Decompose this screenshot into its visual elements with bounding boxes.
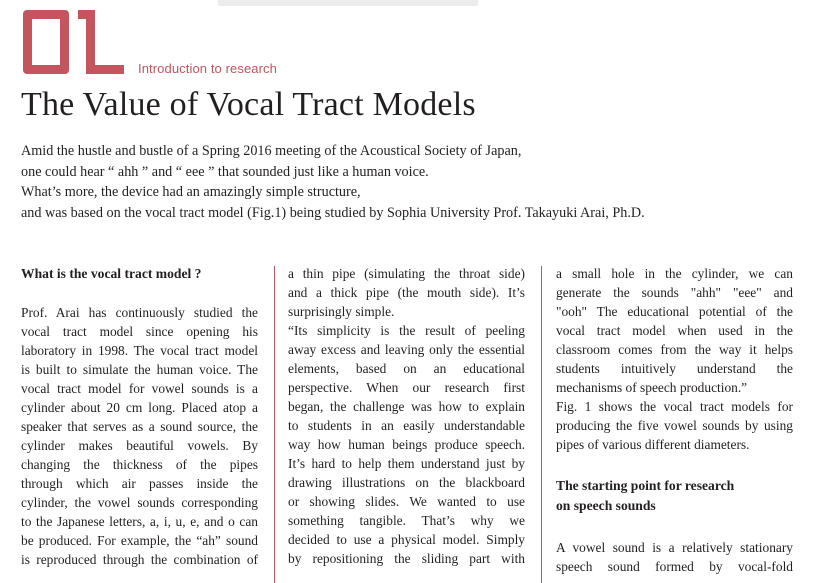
column-divider — [274, 266, 275, 583]
column-1 — [21, 264, 258, 569]
body-line: vocal tract model for vowel sounds is a — [21, 381, 258, 396]
body-line: a small hole in the cylinder, we can — [556, 266, 793, 281]
body-line: pipes of various different diameters. — [556, 437, 750, 452]
body-line: is reproduced through the combination of — [21, 552, 258, 567]
lead-paragraph — [21, 141, 811, 223]
body-line: through which air passes inside the — [21, 476, 258, 491]
lead-line: What’s more, the device had an amazingly simple structure, — [21, 184, 361, 200]
body-line: classroom comes from the way it helps — [556, 342, 793, 357]
body-line: vocal tract model when used in the — [556, 323, 793, 338]
body-line: cylinder, the vowel sounds corresponding — [21, 495, 258, 510]
lead-line: Amid the hustle and bustle of a Spring 2016 meeting of the Acoustical Society of Japan, — [21, 143, 522, 159]
body-line: drawing illustrations on the blackboard — [288, 475, 525, 490]
body-line: decided to use a physical model. Simply — [288, 532, 525, 547]
lead-line: one could hear “ ahh ” and “ eee ” that sounded just like a human voice. — [21, 163, 429, 180]
body-line: began, the challenge was how to explain — [288, 399, 525, 414]
body-line: A vowel sound is a relatively stationary — [556, 540, 793, 555]
digit-one-base — [86, 65, 124, 74]
body-line: way how human beings produce speech. — [288, 437, 525, 452]
column-divider — [541, 266, 542, 583]
body-line: elements, based on an educational — [288, 361, 525, 376]
body-line: be produced. For example, the “ah” sound — [21, 533, 258, 548]
lead-line: and was based on the vocal tract model (Fig.1) being studied by Sophia University Prof. Takayuki Arai, Ph.D. — [21, 204, 645, 221]
body-line: producing the five vowel sounds by using — [556, 418, 793, 433]
body-line: away excess and leaving only the essential — [288, 342, 525, 357]
digit-zero — [23, 10, 69, 74]
column-1-body — [21, 303, 258, 569]
column-2 — [288, 264, 525, 568]
body-line: Prof. Arai has continuously studied the — [21, 305, 258, 320]
body-line: to the Japanese letters, a, i, u, e, and o can — [21, 514, 258, 529]
column-2-body-a — [288, 264, 525, 321]
column-3-body-b — [556, 538, 793, 576]
body-line: by repositioning the sliding part with — [288, 551, 525, 566]
body-line: to students in an easily understandable — [288, 418, 525, 433]
body-line: vocal tract model since opening his — [21, 324, 258, 339]
section-heading-line-1: The starting point for research — [556, 478, 735, 493]
section-label: Introduction to research — [138, 61, 277, 76]
body-line: speech sound formed by vocal-fold — [556, 559, 793, 574]
body-line: or showing slides. We wanted to use — [288, 494, 525, 509]
section-heading-line-2: on speech sounds — [556, 498, 656, 513]
page-title: The Value of Vocal Tract Models — [21, 86, 476, 123]
body-line: cylinder about 20 cm long. Placed atop a — [21, 400, 258, 415]
body-line: laboratory in 1998. The vocal tract model — [21, 343, 258, 358]
body-line: surprisingly simple. — [288, 304, 395, 319]
body-line: It’s hard to help them understand just by — [288, 456, 525, 471]
body-line: changing the thickness of the pipes — [21, 457, 258, 472]
top-strip — [218, 0, 478, 6]
body-line: Fig. 1 shows the vocal tract models for — [556, 399, 793, 414]
column-3-body-a — [556, 264, 793, 454]
body-line: something tangible. That’s why we — [288, 513, 525, 528]
body-line: generate the sounds "ahh" "eee" and — [556, 285, 793, 300]
column-3 — [556, 264, 793, 576]
body-line: mechanisms of speech production.” — [556, 380, 748, 395]
body-line: "ooh" The educational potential of the — [556, 304, 793, 319]
section-heading: What is the vocal tract model ? — [21, 266, 202, 281]
body-line: perspective. When our research first — [288, 380, 525, 395]
body-line: cylinder makes beautiful vowels. By — [21, 438, 258, 453]
body-line: “Its simplicity is the result of peeling — [288, 323, 525, 338]
body-line: and a thick pipe (the mouth side). It’s — [288, 285, 525, 300]
body-line: is built to simulate the human voice. The — [21, 362, 258, 377]
body-line: speaker that serves as a sound source, the — [21, 419, 258, 434]
body-line: a thin pipe (simulating the throat side) — [288, 266, 525, 281]
column-2-body-b — [288, 321, 525, 568]
body-line: students intuitively understand the — [556, 361, 793, 376]
